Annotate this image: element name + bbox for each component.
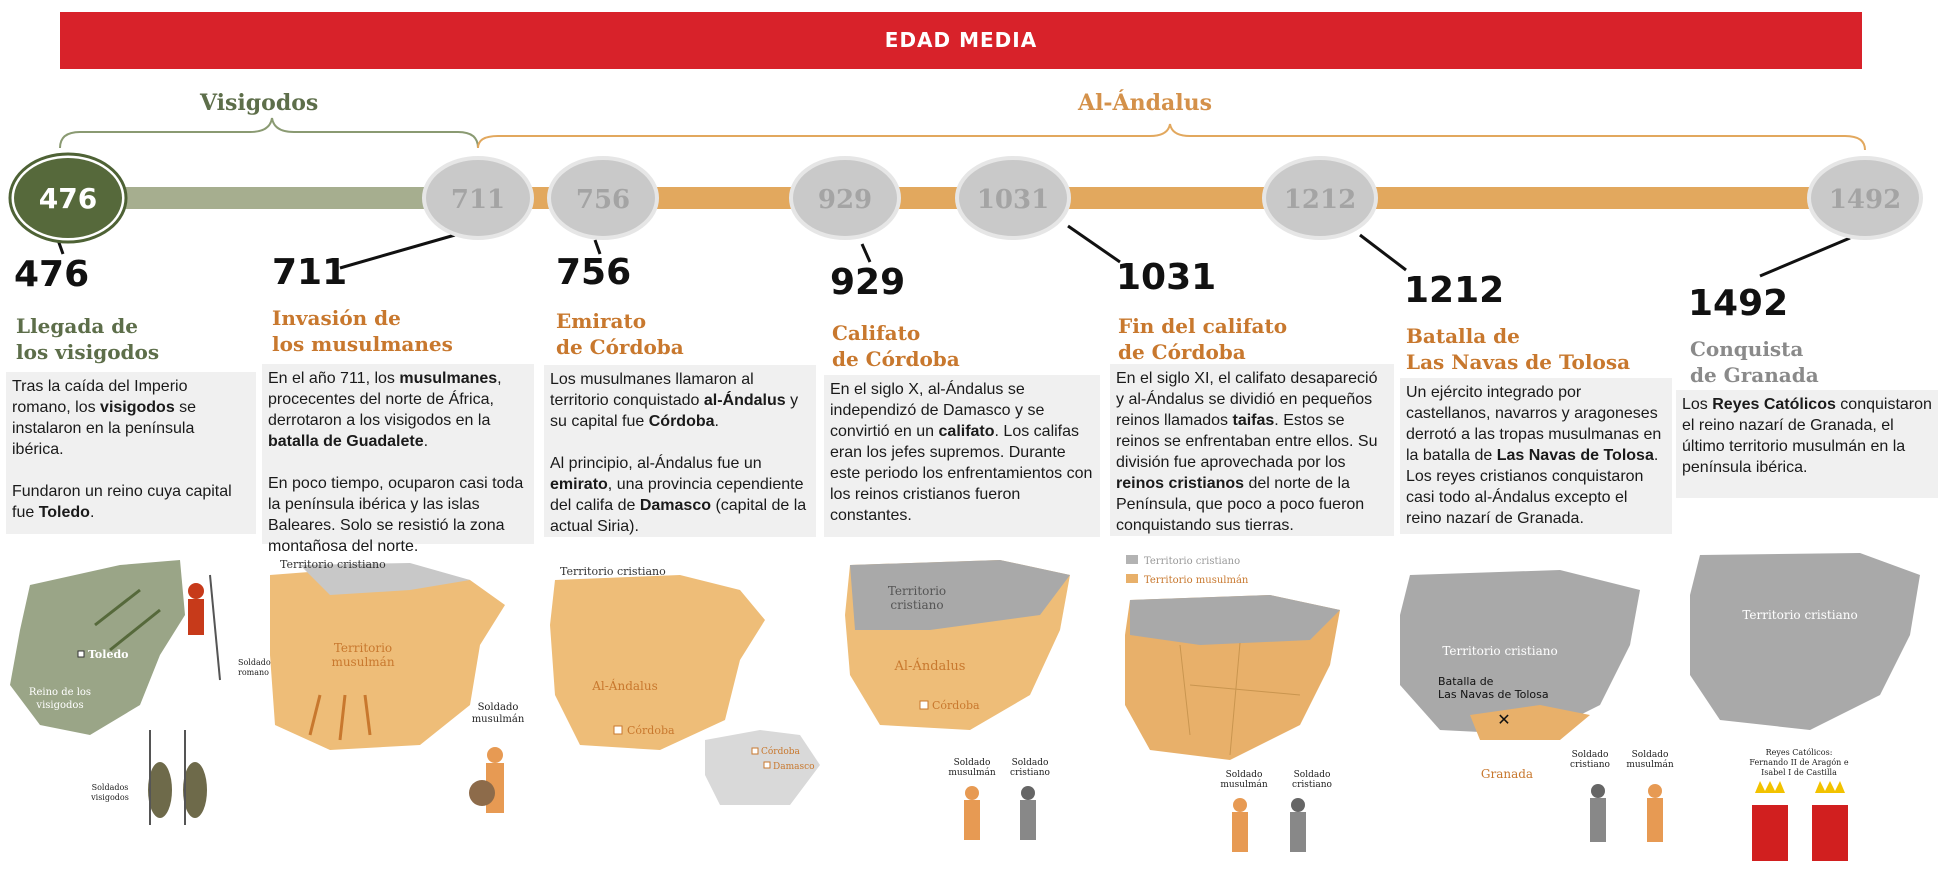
desc-text: . Los reyes cristianos conquistaron casi todo al-Ándalus excepto el reino nazarí de Granada. (1406, 447, 1659, 527)
map-1212 (1400, 570, 1674, 842)
svg-text:✕: ✕ (1497, 710, 1511, 729)
event-title-711-line1: Invasión de (272, 306, 401, 330)
node-year-756: 756 (575, 185, 631, 215)
visigoth-soldiers (148, 730, 207, 825)
event-title-756-line1: Emirato (556, 309, 647, 333)
map-1031 (1125, 555, 1340, 852)
desc-bold: al-Ándalus (703, 392, 786, 409)
event-title-929 (832, 320, 960, 372)
svg-text:Granada: Granada (1480, 767, 1534, 781)
event-year-929: 929 (830, 262, 906, 303)
desc-bold: Córdoba (648, 413, 715, 430)
desc-bold: batalla de Guadalete (268, 433, 424, 450)
svg-text:musulmán: musulmán (331, 655, 395, 669)
event-title-711-line2: los musulmanes (272, 332, 453, 356)
desc-text: . Estos se reinos se enfrentaban entre ellos. Su división fue aprovechada por los (1116, 412, 1378, 471)
roman-soldier (188, 575, 220, 680)
svg-text:Soldado: Soldado (1293, 770, 1331, 780)
svg-text:Territorio cristiano: Territorio cristiano (1442, 644, 1558, 658)
event-desc-756 (544, 365, 816, 537)
svg-text:romano: romano (238, 668, 269, 677)
desc-bold: Toledo (38, 504, 90, 521)
event-title-756 (556, 308, 684, 360)
svg-text:cristiano: cristiano (890, 598, 944, 612)
svg-text:Territorio cristiano: Territorio cristiano (1144, 556, 1241, 567)
map-929 (845, 560, 1070, 840)
node-year-1212: 1212 (1283, 185, 1357, 215)
node-year-1031: 1031 (976, 185, 1050, 215)
desc-bold: Las Navas de Tolosa (1496, 447, 1654, 464)
desc-bold: musulmanes (399, 370, 498, 387)
soldiers-1031 (1232, 798, 1306, 852)
desc-text: . (423, 433, 429, 450)
svg-text:Territorio musulmán: Territorio musulmán (1144, 575, 1249, 586)
svg-text:Reino de los: Reino de los (28, 687, 92, 698)
event-title-1212-line2: Las Navas de Tolosa (1406, 350, 1631, 374)
desc-text: conquistaron el reino nazarí de Granada, el último territorio musulmán en la península ibérica. (1682, 396, 1932, 476)
event-year-476: 476 (14, 254, 90, 295)
svg-text:musulmán: musulmán (948, 768, 996, 778)
svg-text:Soldados: Soldados (91, 783, 129, 792)
svg-text:musulmán: musulmán (471, 714, 525, 725)
era-label-visigodos: Visigodos (200, 90, 319, 116)
event-title-1212 (1406, 323, 1630, 375)
event-title-1492-line1: Conquista (1690, 337, 1804, 361)
desc-text: Tras la caída del Imperio romano, los (12, 378, 188, 416)
svg-text:Córdoba: Córdoba (932, 699, 980, 712)
desc-bold: Reyes Católicos (1712, 396, 1836, 413)
svg-text:Territorio cristiano: Territorio cristiano (280, 558, 386, 571)
page-title: EDAD MEDIA (884, 28, 1038, 52)
desc-text: Un ejército integrado por castellanos, navarros y aragoneses derrotó a las tropas musulmanas en la batalla de (1406, 384, 1662, 464)
desc-bold: Damasco (639, 497, 711, 514)
desc-text: (capital de la actual Siria). (550, 497, 807, 535)
node-year-711: 711 (450, 185, 506, 215)
event-year-756: 756 (556, 252, 632, 293)
svg-text:Isabel I de Castilla: Isabel I de Castilla (1761, 768, 1837, 777)
map-756 (550, 565, 820, 805)
map-711 (270, 558, 525, 813)
svg-text:Toledo: Toledo (88, 648, 129, 661)
event-desc-1492 (1676, 390, 1938, 498)
desc-text: . Los califas eran los jefes supremos. Durante este periodo los enfrentamientos con los reinos cristianos fueron constantes. (830, 423, 1093, 524)
event-desc-711 (262, 364, 534, 555)
soldiers-1212 (1590, 784, 1663, 842)
event-year-711: 711 (272, 252, 348, 293)
event-title-476-line2: los visigodos (16, 340, 160, 364)
event-title-1031 (1118, 313, 1287, 365)
maps-strip (0, 535, 1959, 871)
svg-text:cristiano: cristiano (1010, 768, 1050, 778)
desc-text: y su capital fue (550, 392, 799, 430)
svg-text:musulmán: musulmán (1220, 780, 1268, 790)
desc-text: En poco tiempo, ocuparon casi toda la península ibérica y las islas Baleares. Solo se resistió la zona montañosa del norte. (268, 475, 524, 555)
svg-text:Territorio: Territorio (333, 641, 393, 655)
svg-text:Al-Ándalus: Al-Ándalus (894, 659, 966, 674)
svg-text:Soldado: Soldado (238, 658, 271, 667)
event-desc-929 (824, 375, 1100, 537)
svg-text:Soldado: Soldado (477, 702, 519, 713)
timeline-node-476 (10, 154, 126, 242)
svg-text:Batalla de: Batalla de (1438, 675, 1494, 688)
desc-text: En el siglo X, al-Ándalus se independizó de Damasco y se convirtió en un (830, 381, 1045, 440)
desc-bold: visigodos (100, 399, 175, 416)
svg-text:Soldado: Soldado (953, 758, 991, 768)
event-year-1031: 1031 (1116, 257, 1217, 298)
event-desc-1212 (1400, 378, 1672, 534)
svg-text:Fernando II de Aragón e: Fernando II de Aragón e (1749, 758, 1849, 767)
svg-text:Damasco: Damasco (773, 762, 815, 772)
svg-text:Soldado: Soldado (1011, 758, 1049, 768)
map-1492 (1690, 553, 1920, 861)
desc-text: , una provincia cependiente del califa de (550, 476, 804, 514)
era-label-andalus: Al-Ándalus (1078, 90, 1212, 116)
svg-text:Soldado: Soldado (1631, 750, 1669, 760)
desc-text: del norte de la Península, que poco a poco fueron conquistando sus tierras. (1116, 475, 1365, 534)
desc-text: Fundaron un reino cuya capital fue (12, 483, 232, 521)
desc-text: Al principio, al-Ándalus fue un (550, 455, 762, 472)
desc-text: En el siglo XI, el califato desapareció y al-Ándalus se dividió en pequeños reinos llamados (1116, 370, 1378, 429)
desc-text: , procecentes del norte de África, derrotaron a los visigodos en la (268, 370, 502, 429)
desc-bold: reinos cristianos (1116, 475, 1245, 492)
desc-text: se instalaron en la península ibérica. (12, 399, 197, 458)
desc-bold: emirato (550, 476, 608, 493)
desc-text: Los musulmanes llamaron al territorio conquistado (550, 371, 754, 409)
desc-text: . (714, 413, 719, 430)
node-year-929: 929 (817, 185, 873, 215)
event-desc-476 (6, 372, 256, 534)
svg-text:visigodos: visigodos (91, 793, 129, 802)
desc-text: En el año 711, los (268, 370, 400, 387)
desc-bold: califato (938, 423, 995, 440)
svg-text:musulmán: musulmán (1626, 760, 1674, 770)
svg-text:Córdoba: Córdoba (627, 724, 675, 737)
desc-text: Los (1682, 396, 1713, 413)
desc-bold: taifas (1232, 412, 1275, 429)
node-year-476: 476 (38, 182, 98, 215)
event-title-1212-line1: Batalla de (1406, 324, 1520, 348)
svg-text:Las Navas de Tolosa: Las Navas de Tolosa (1438, 688, 1549, 701)
map-476 (10, 560, 271, 825)
svg-text:Córdoba: Córdoba (761, 747, 800, 757)
event-title-1492 (1690, 336, 1819, 388)
timeline-nodes (0, 0, 1959, 260)
desc-text: . (89, 504, 95, 521)
svg-text:Territorio cristiano: Territorio cristiano (560, 565, 666, 578)
event-title-1031-line1: Fin del califato (1118, 314, 1288, 338)
muslim-soldier-711 (469, 747, 504, 813)
svg-text:Territorio: Territorio (887, 584, 947, 598)
svg-text:visigodos: visigodos (36, 700, 84, 711)
event-year-1492: 1492 (1688, 283, 1789, 324)
svg-text:cristiano: cristiano (1292, 780, 1332, 790)
svg-text:Soldado: Soldado (1225, 770, 1263, 780)
event-title-476 (16, 313, 159, 365)
event-title-929-line1: Califato (832, 321, 921, 345)
event-title-1031-line2: de Córdoba (1118, 340, 1246, 364)
svg-text:Soldado: Soldado (1571, 750, 1609, 760)
event-title-929-line2: de Córdoba (832, 347, 960, 371)
svg-text:Territorio cristiano: Territorio cristiano (1742, 608, 1858, 622)
svg-text:Reyes Católicos:: Reyes Católicos: (1765, 748, 1833, 757)
svg-text:Al-Ándalus: Al-Ándalus (592, 679, 658, 693)
event-title-476-line1: Llegada de (16, 314, 138, 338)
event-title-756-line2: de Córdoba (556, 335, 684, 359)
svg-text:cristiano: cristiano (1570, 760, 1610, 770)
event-desc-1031 (1110, 364, 1394, 536)
event-year-1212: 1212 (1404, 270, 1505, 311)
event-title-1492-line2: de Granada (1690, 363, 1819, 387)
event-title-711 (272, 305, 453, 357)
catholic-monarchs (1752, 781, 1848, 861)
node-year-1492: 1492 (1828, 185, 1902, 215)
soldiers-929 (964, 786, 1036, 840)
